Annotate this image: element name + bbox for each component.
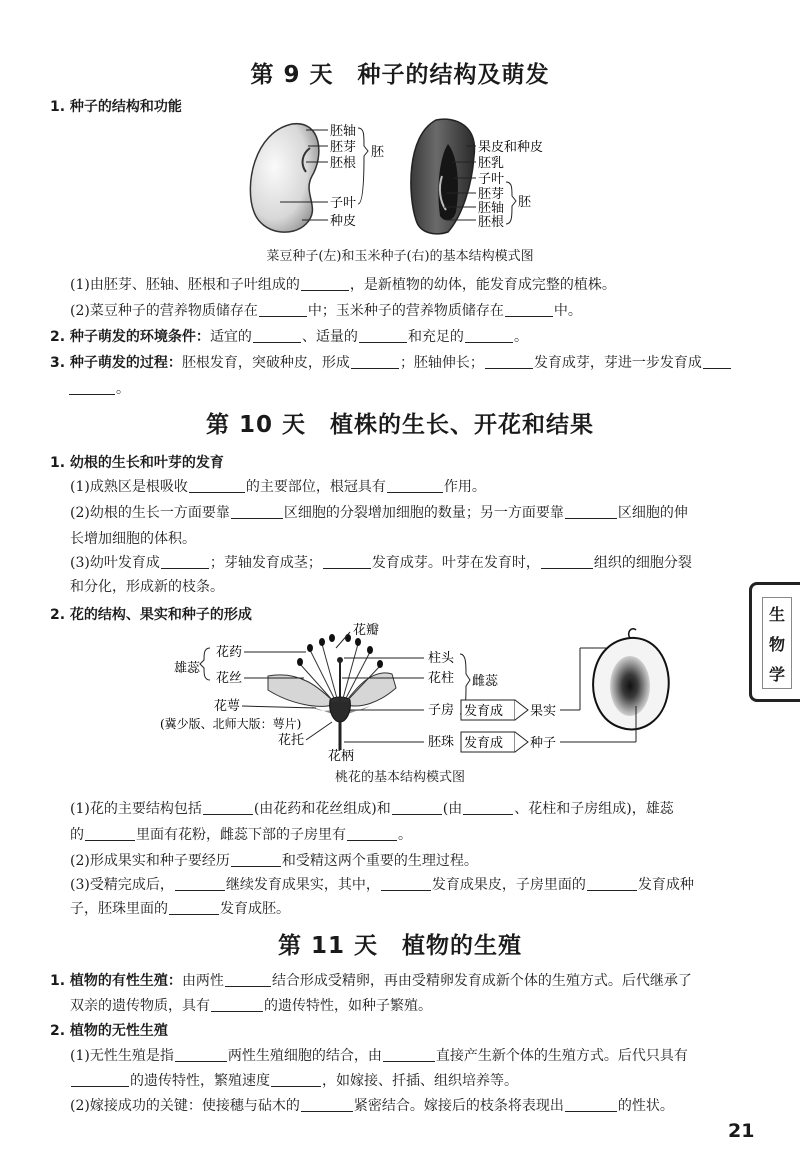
seed-figure-caption: 菜豆种子(左)和玉米种子(右)的基本结构模式图	[266, 249, 534, 264]
day10-q1-2b: 长增加细胞的体积。	[70, 531, 196, 547]
blank[interactable]	[387, 479, 443, 493]
corn-embryo-label: 胚	[518, 195, 532, 210]
blank[interactable]	[359, 329, 407, 343]
blank[interactable]	[259, 303, 307, 317]
svg-text:发育成: 发育成	[464, 736, 504, 751]
blank[interactable]	[351, 355, 399, 369]
blank[interactable]	[161, 555, 209, 569]
seed-structure-figure	[240, 116, 570, 240]
corn-seed-drawing	[411, 119, 543, 234]
bean-label-radicle: 胚根	[330, 156, 357, 171]
blank[interactable]	[225, 973, 271, 987]
day10-q2-1a: (1)花的主要结构包括 (由花药和花丝组成)和 (由 、花柱和子房组成)，雄蕊	[70, 801, 674, 817]
tab-char: 生	[768, 604, 785, 624]
blank[interactable]	[381, 877, 431, 891]
day10-q1-3b: 和分化，形成新的枝条。	[70, 579, 224, 595]
blank[interactable]	[71, 1073, 129, 1087]
label-filament: 花丝	[216, 671, 243, 686]
day10-q2-3b: 子，胚珠里面的 发育成胚。	[70, 901, 290, 917]
day9-title: 第 9 天 种子的结构及萌发	[250, 62, 550, 88]
blank[interactable]	[465, 329, 513, 343]
blank[interactable]	[69, 381, 115, 395]
day10-q2-2: (2)形成果实和种子要经历 和受精这两个重要的生理过程。	[70, 853, 478, 869]
blank[interactable]	[485, 355, 533, 369]
label-stigma: 柱头	[428, 651, 455, 666]
blank[interactable]	[231, 853, 281, 867]
corn-label-cotyledon: 子叶	[478, 172, 505, 187]
corn-label-hypocotyl: 胚轴	[478, 201, 505, 216]
day11-q1a: 1. 植物的有性生殖：由两性 结合形成受精卵，再由受精卵发育成新个体的生殖方式。后代继承了	[50, 973, 692, 989]
label-pistil: 雌蕊	[472, 674, 499, 689]
day10-title: 第 10 天 植株的生长、开花和结果	[205, 412, 595, 438]
arrow-ovary-to-fruit	[461, 700, 528, 720]
blank[interactable]	[211, 998, 263, 1012]
blank[interactable]	[565, 505, 617, 519]
day11-section2-heading: 2. 植物的无性生殖	[50, 1023, 168, 1039]
label-petal: 花瓣	[353, 623, 380, 638]
day10-q2-1b: 的 里面有花粉，雌蕊下部的子房里有 。	[70, 827, 412, 843]
corn-label-radicle: 胚根	[478, 215, 505, 230]
day9-q1-2: (2)菜豆种子的营养物质储存在 中；玉米种子的营养物质储存在 中。	[70, 303, 582, 319]
blank[interactable]	[175, 877, 225, 891]
corn-label-endosperm: 胚乳	[478, 156, 505, 171]
bean-label-plumule: 胚芽	[330, 140, 357, 155]
blank[interactable]	[189, 479, 245, 493]
tab-char: 学	[768, 664, 785, 684]
page-number: 21	[728, 1120, 755, 1142]
corn-label-pericarp: 果皮和种皮	[478, 140, 544, 155]
bean-embryo-label: 胚	[371, 145, 385, 160]
day11-q1b: 双亲的遗传物质，具有 的遗传特性，如种子繁殖。	[70, 998, 432, 1014]
label-receptacle: 花托	[278, 733, 305, 748]
blank[interactable]	[271, 1073, 321, 1087]
blank[interactable]	[301, 1098, 353, 1112]
blank[interactable]	[323, 555, 371, 569]
label-sepal: 花萼	[214, 699, 241, 714]
blank[interactable]	[505, 303, 553, 317]
blank[interactable]	[169, 901, 219, 915]
corn-label-plumule: 胚芽	[478, 187, 505, 202]
tab-char: 物	[768, 634, 785, 654]
day10-q1-2a: (2)幼根的生长一方面要靠 区细胞的分裂增加细胞的数量；另一方面要靠 区细胞的伸	[70, 505, 688, 521]
flower-figure-caption: 桃花的基本结构模式图	[334, 770, 465, 785]
arrow-ovule-to-seed	[461, 732, 528, 752]
blank[interactable]	[463, 801, 513, 815]
bean-label-seedcoat: 种皮	[330, 214, 357, 229]
blank[interactable]	[565, 1098, 617, 1112]
label-seed: 种子	[530, 736, 557, 751]
blank[interactable]	[253, 329, 301, 343]
blank[interactable]	[703, 355, 731, 369]
day11-title: 第 11 天 植物的生殖	[277, 933, 523, 959]
bean-label-hypocotyl: 胚轴	[330, 124, 357, 139]
label-fruit: 果实	[530, 704, 557, 719]
day10-q2-3a: (3)受精完成后， 继续发育成果实，其中， 发育成果皮，子房里面的 发育成种	[70, 877, 694, 893]
blank[interactable]	[541, 555, 593, 569]
blank[interactable]	[301, 277, 349, 291]
day9-q3: 3. 种子萌发的过程：胚根发育，突破种皮，形成 ；胚轴伸长； 发育成芽，芽进一步发育成	[50, 352, 732, 372]
blank[interactable]	[383, 1048, 435, 1062]
day10-q1-1: (1)成熟区是根吸收 的主要部位，根冠具有 作用。	[70, 479, 486, 495]
label-style: 花柱	[428, 671, 455, 686]
blank[interactable]	[392, 801, 442, 815]
label-stamen: 雄蕊	[174, 661, 201, 676]
svg-text:发育成: 发育成	[464, 704, 504, 719]
bean-label-cotyledon: 子叶	[330, 196, 357, 211]
day9-q3-cont: 。	[68, 378, 130, 398]
day11-q2-1b: 的遗传特性，繁殖速度 ，如嫁接、扦插、组织培养等。	[70, 1070, 518, 1090]
day11-q2-2: (2)嫁接成功的关键：使接穗与砧木的 紧密结合。嫁接后的枝条将表现出 的性状。	[70, 1098, 674, 1114]
label-ovule: 胚珠	[428, 735, 455, 750]
peach-fruit-drawing	[593, 629, 669, 730]
label-sepal-note: (冀少版、北师大版：萼片)	[160, 717, 302, 731]
bean-seed-drawing	[250, 123, 385, 232]
day10-section1-heading: 1. 幼根的生长和叶芽的发育	[50, 455, 224, 471]
blank[interactable]	[231, 505, 283, 519]
day10-section2-heading: 2. 花的结构、果实和种子的形成	[50, 607, 252, 623]
blank[interactable]	[203, 801, 253, 815]
label-anther: 花药	[216, 645, 243, 660]
peach-flower-figure	[160, 618, 680, 766]
day9-section1-heading: 1. 种子的结构和功能	[50, 99, 182, 115]
subject-tab-label	[762, 597, 792, 689]
day9-q2: 2. 种子萌发的环境条件：适宜的 、适量的 和充足的 。	[50, 329, 528, 345]
blank[interactable]	[587, 877, 637, 891]
blank[interactable]	[85, 827, 135, 841]
day9-q1-1: (1)由胚芽、胚轴、胚根和子叶组成的 ，是新植物的幼体，能发育成完整的植株。	[70, 277, 616, 293]
day10-q1-3a: (3)幼叶发育成 ；芽轴发育成茎； 发育成芽。叶芽在发育时， 组织的细胞分裂	[70, 555, 692, 571]
blank[interactable]	[175, 1048, 227, 1062]
label-pedicel: 花柄	[328, 749, 355, 764]
day11-q2-1a: (1)无性生殖是指 两性生殖细胞的结合，由 直接产生新个体的生殖方式。后代只具有	[70, 1048, 688, 1064]
label-ovary: 子房	[428, 703, 455, 718]
blank[interactable]	[347, 827, 397, 841]
subject-side-tab	[749, 582, 800, 702]
